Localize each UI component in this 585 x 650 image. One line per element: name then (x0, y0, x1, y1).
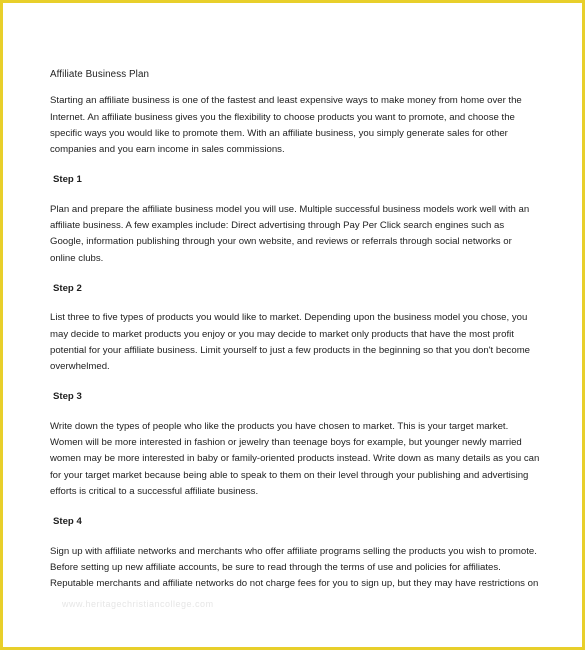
step-3-text: Write down the types of people who like the products you have chosen to market. This is your target market. Women will be more interested in fashion or jewelry than teenage boys for example, but younger newly married women may be more interested in baby or family-oriented products instead. Write down as many details as you can for your target market because being able to speak to them on their level through your publishing and advertising efforts is critical to a successful affiliate business. (50, 420, 540, 497)
document-title: Affiliate Business Plan (50, 69, 150, 80)
step-1-heading: Step 1 (53, 174, 82, 186)
step-4-text: Sign up with affiliate networks and merchants who offer affiliate programs selling the products you wish to promote. Before setting up new affiliate accounts, be sure to read through the terms of use and policies for affiliates. Reputable merchants and affiliate networks do not charge fees for you to sign up, but they may have restrictions on (50, 545, 539, 590)
intro-paragraph: Starting an affiliate business is one of the fastest and least expensive ways to make money from home over the Internet. An affiliate business gives you the flexibility to choose products you want to promote, and choose the specific ways you would like to promote them. With an affiliate business, you simply generate sales for other companies and you earn income in sales commissions. (50, 95, 522, 156)
document-body (50, 67, 540, 606)
step-2-text: List three to five types of products you would like to market. Depending upon the business model you chose, you may decide to market products you enjoy or you may decide to market only products that have the most profit potential for your affiliate business. Limit yourself to just a few products in the beginning so that you don't become overwhelmed. (50, 312, 531, 373)
step-4-heading: Step 4 (53, 516, 82, 528)
watermark-text: www.heritagechristiancollege.com (62, 599, 214, 609)
step-1-text: Plan and prepare the affiliate business model you will use. Multiple successful business models work well with an affiliate business. A few examples include: Direct advertising through Pay Per Click search engines such as Google, information publishing through your own website, and reviews or referrals through social networks or online clubs. (50, 203, 530, 264)
step-3-heading: Step 3 (53, 391, 82, 403)
step-2-heading: Step 2 (53, 282, 82, 294)
